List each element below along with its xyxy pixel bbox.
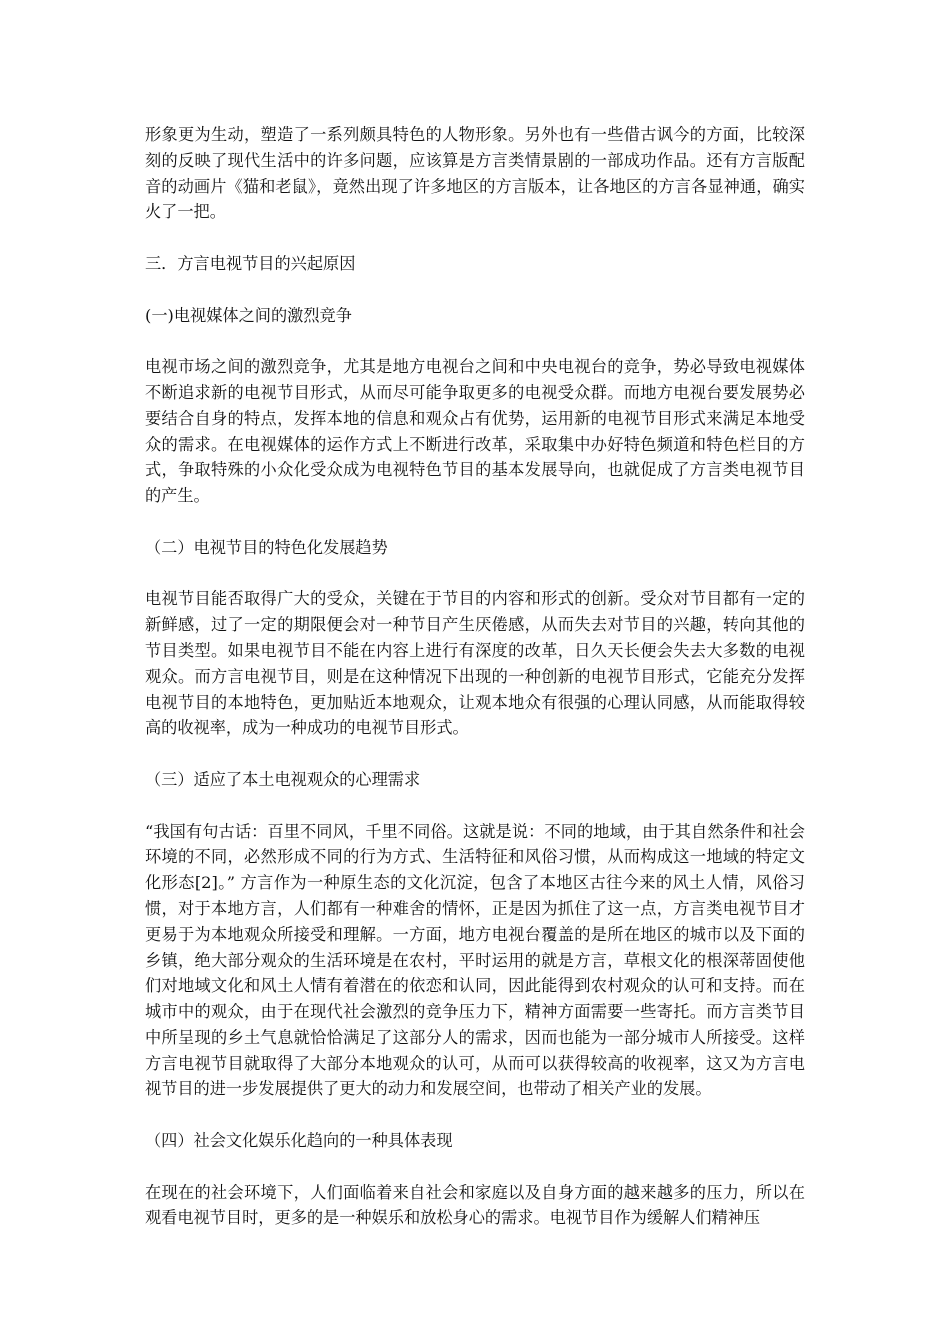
paragraph-entertainment-trend: 在现在的社会环境下，人们面临着来自社会和家庭以及自身方面的越来越多的压力，所以在观看电视节目时，更多的是一种娱乐和放松身心的需求。电视节目作为缓解人们精神压	[145, 1182, 805, 1228]
paragraph-audience-psychology: “我国有句古话：百里不同风，千里不同俗。这就是说：不同的地域，由于其自然条件和社会环境的不同，必然形成不同的行为方式、生活特征和风俗习惯，从而构成这一地域的特定文化形态[2]。” 方言作为一种原生态的文化沉淀，包含了本地区古往今来的风土人情，风俗习惯，对于本地方言，人们都有一种难舍的情怀，正是因为抓住了这一点，方言类电视节目才更易于为本地观众所接受和理解。一方面，地方电视台覆盖的是所在地区的城市以及下面的乡镇，绝大部分观众的生活环境是在农村，平时运用的就是方言，草根文化的根深蒂固使他们对地域文化和风土人情有着潜在的依恋和认同，因此能得到农村观众的认可和支持。而在城市中的观众，由于在现代社会激烈的竞争压力下，精神方面需要一些寄托。而方言类节目中所呈现的乡土气息就恰恰满足了这部分人的需求，因而也能为一部分城市人所接受。这样方言电视节目就取得了大部分本地观众的认可，从而可以获得较高的收视率，这又为方言电视节目的进一步发展提供了更大的动力和发展空间，也带动了相关产业的发展。	[145, 821, 805, 1099]
subheading-3: （三）适应了本土电视观众的心理需求	[145, 769, 421, 789]
paragraph-intro-continued: 形象更为生动，塑造了一系列颇具特色的人物形象。另外也有一些借古讽今的方面，比较深刻的反映了现代生活中的许多问题，应该算是方言类情景剧的一部成功作品。还有方言版配音的动画片《猫和老鼠》，竟然出现了许多地区的方言版本，让各地区的方言各显神通，确实火了一把。	[145, 125, 805, 222]
paragraph-program-features: 电视节目能否取得广大的受众，关键在于节目的内容和形式的创新。受众对节目都有一定的新鲜感，过了一定的期限便会对一种节目产生厌倦感，从而失去对节目的兴趣，转向其他的节目类型。如果电视节目不能在内容上进行有深度的改革，日久天长便会失去大多数的电视观众。而方言电视节目，则是在这种情况下出现的一种创新的电视节目形式，它能充分发挥电视节目的本地特色，更加贴近本地观众，让观本地众有很强的心理认同感，从而能取得较高的收视率，成为一种成功的电视节目形式。	[145, 589, 805, 738]
subheading-1: (一)电视媒体之间的激烈竞争	[145, 305, 352, 325]
paragraph-media-competition: 电视市场之间的激烈竞争，尤其是地方电视台之间和中央电视台的竞争，势必导致电视媒体不断追求新的电视节目形式，从而尽可能争取更多的电视受众群。而地方电视台要发展势必要结合自身的特点，发挥本地的信息和观众占有优势，运用新的电视节目形式来满足本地受众的需求。在电视媒体的运作方式上不断进行改革，采取集中办好特色频道和特色栏目的方式，争取特殊的小众化受众成为电视特色节目的基本发展导向，也就促成了方言类电视节目的产生。	[145, 357, 805, 506]
subheading-4: （四）社会文化娱乐化趋向的一种具体表现	[145, 1131, 453, 1151]
subheading-2: （二）电视节目的特色化发展趋势	[145, 537, 388, 557]
document-body	[145, 122, 805, 1257]
section-heading-3: 三．方言电视节目的兴起原因	[145, 253, 356, 273]
